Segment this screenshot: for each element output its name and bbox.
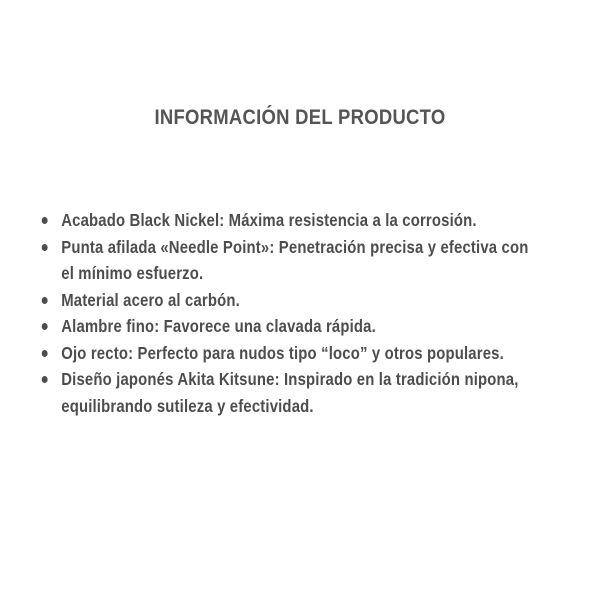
bullet-icon (42, 217, 48, 224)
bullet-icon (42, 350, 48, 357)
bullet-icon (42, 297, 48, 304)
feature-text: Diseño japonés Akita Kitsune: Inspirado en la tradición nipona, equilibrando sutileza y efectividad. (61, 369, 519, 416)
feature-item-eye (40, 340, 550, 367)
bullet-icon (42, 376, 48, 383)
feature-item-point (40, 234, 550, 287)
feature-list (40, 207, 550, 419)
feature-item-finish (40, 207, 550, 234)
feature-text: Acabado Black Nickel: Máxima resistencia a la corrosión. (61, 210, 477, 230)
feature-text: Material acero al carbón. (61, 289, 240, 310)
feature-text: Punta afilada «Needle Point»: Penetración precisa y efectiva con el mínimo esfuerzo. (61, 236, 529, 283)
feature-item-design (40, 366, 550, 419)
feature-item-material (40, 287, 550, 314)
page-title: INFORMACIÓN DEL PRODUCTO (154, 106, 446, 129)
feature-item-wire (40, 313, 550, 340)
feature-text: Alambre fino: Favorece una clavada rápida. (61, 316, 376, 336)
bullet-icon (42, 244, 48, 251)
feature-text: Ojo recto: Perfecto para nudos tipo “loco” y otros populares. (61, 342, 504, 363)
bullet-icon (42, 323, 48, 330)
